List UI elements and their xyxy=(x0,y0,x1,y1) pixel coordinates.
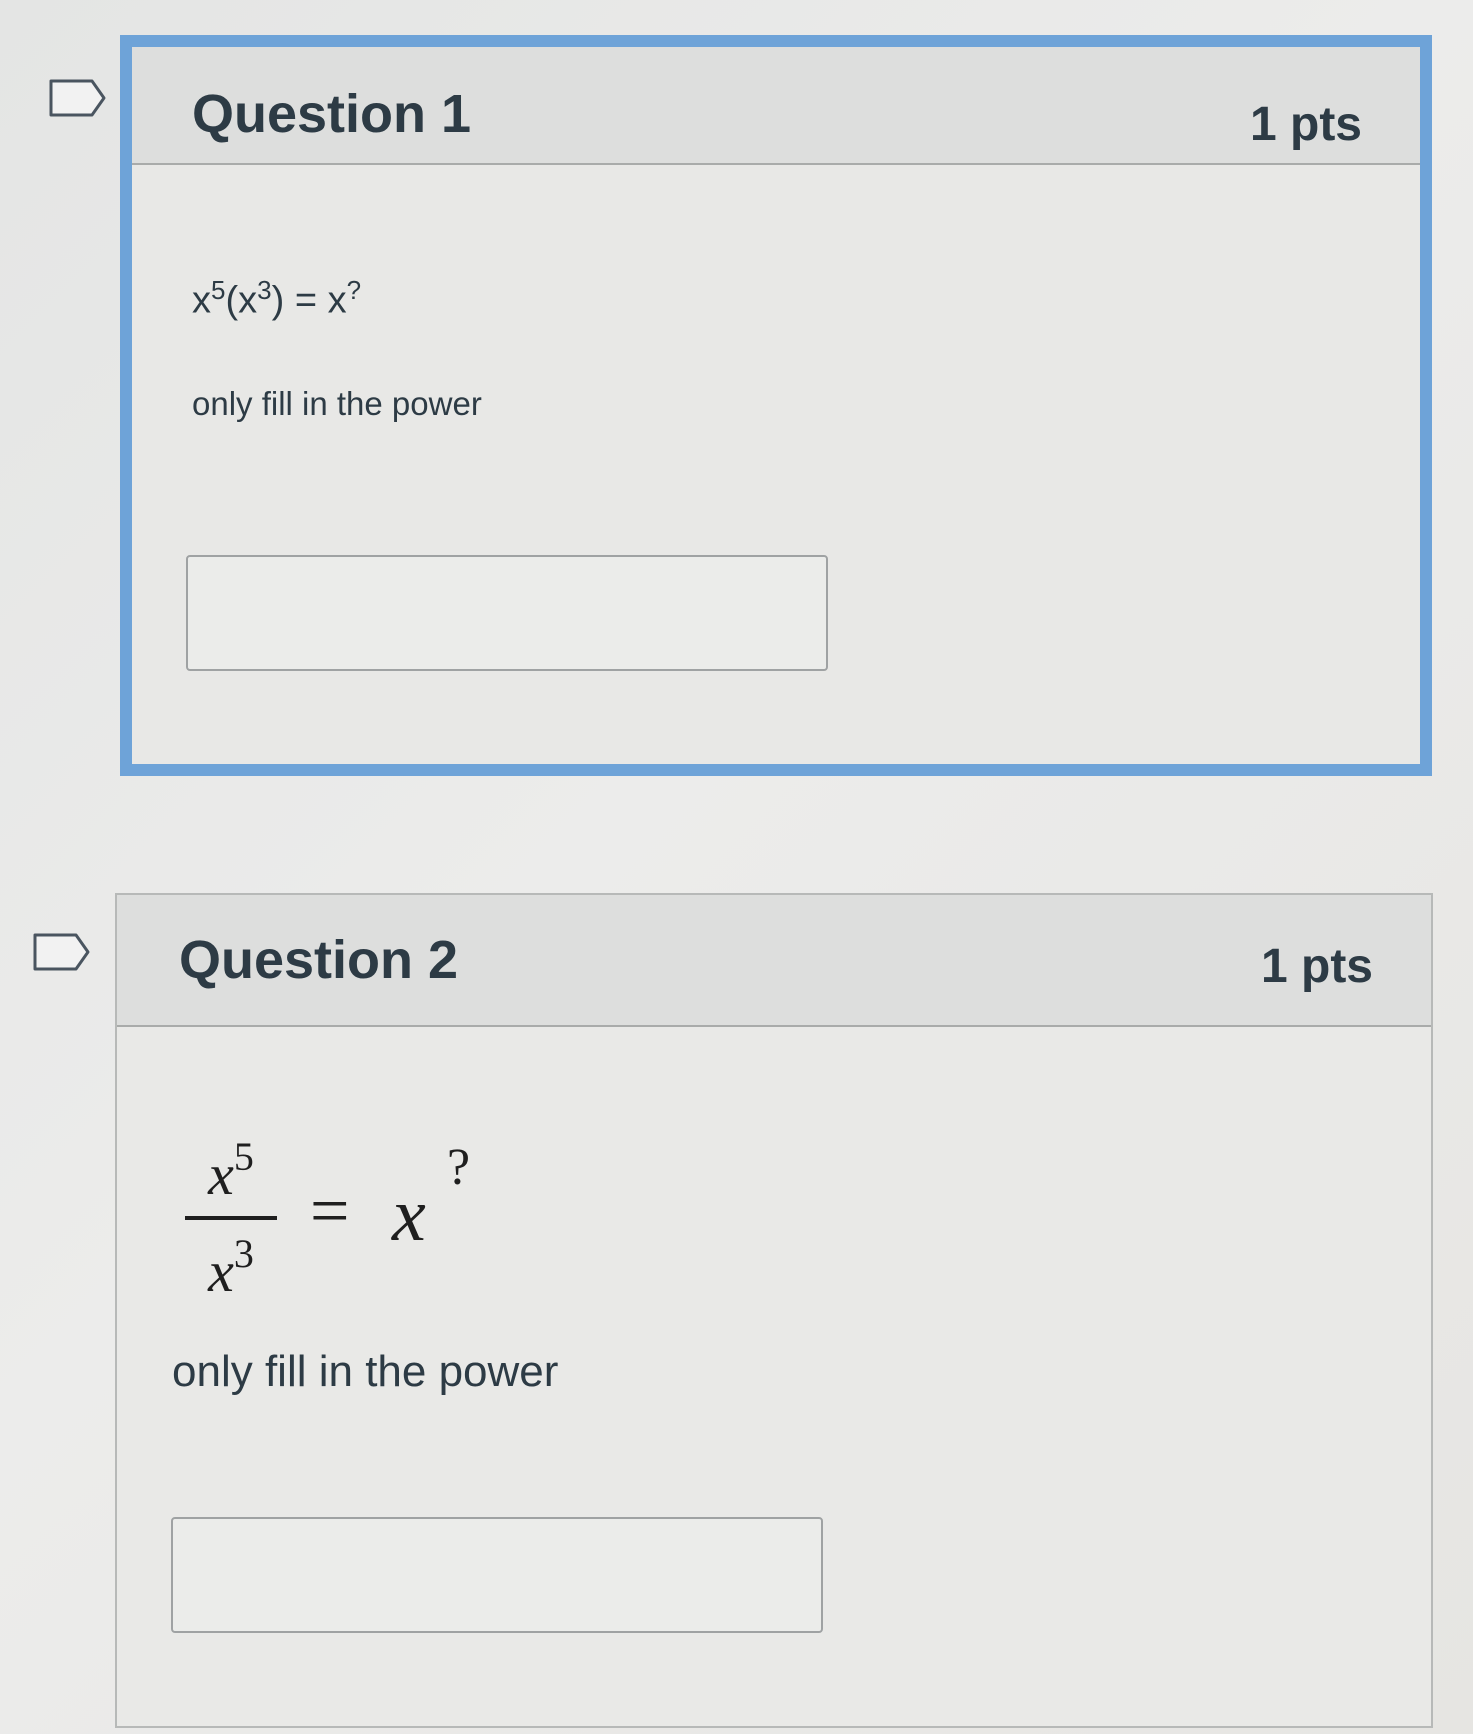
flag-question-2-icon[interactable] xyxy=(32,932,92,972)
expr-exponent: 5 xyxy=(233,1134,254,1179)
question-1-answer-input[interactable] xyxy=(186,555,828,671)
fraction-numerator xyxy=(185,1134,277,1207)
question-2-instruction: only fill in the power xyxy=(172,1347,559,1396)
question-1-title: Question 1 xyxy=(192,84,472,144)
question-2-card xyxy=(115,893,1433,1728)
question-1-instruction: only fill in the power xyxy=(192,385,482,422)
expr-base: x xyxy=(208,1142,234,1207)
expr-exponent: 3 xyxy=(233,1231,254,1276)
expr-exponent-unknown: ? xyxy=(447,1139,471,1196)
expr-exponent: 3 xyxy=(257,275,272,305)
expr-equals: = xyxy=(310,1173,350,1250)
question-2-header xyxy=(117,895,1431,1027)
question-2-points: 1 pts xyxy=(1260,940,1373,993)
question-1-header xyxy=(132,47,1420,165)
fraction xyxy=(185,1134,277,1304)
question-1-expression xyxy=(192,275,361,323)
question-1-points: 1 pts xyxy=(1249,98,1362,151)
expr-base: x xyxy=(208,1239,234,1304)
question-1-card xyxy=(120,35,1432,776)
fraction-bar xyxy=(185,1216,277,1220)
expr-equals: = xyxy=(294,279,318,322)
expr-paren: ) xyxy=(271,279,285,322)
expr-base: x xyxy=(192,279,211,322)
expr-base: x xyxy=(238,279,258,322)
question-2-answer-input[interactable] xyxy=(171,1517,823,1633)
expr-paren: ( xyxy=(225,279,239,322)
expr-base: x xyxy=(392,1173,426,1257)
expr-exponent: 5 xyxy=(211,275,226,305)
fraction-denominator xyxy=(185,1231,277,1304)
flag-question-1-icon[interactable] xyxy=(48,78,108,118)
question-2-title: Question 2 xyxy=(179,930,459,990)
expr-base: x xyxy=(327,279,347,322)
expr-exponent-unknown: ? xyxy=(346,275,362,305)
